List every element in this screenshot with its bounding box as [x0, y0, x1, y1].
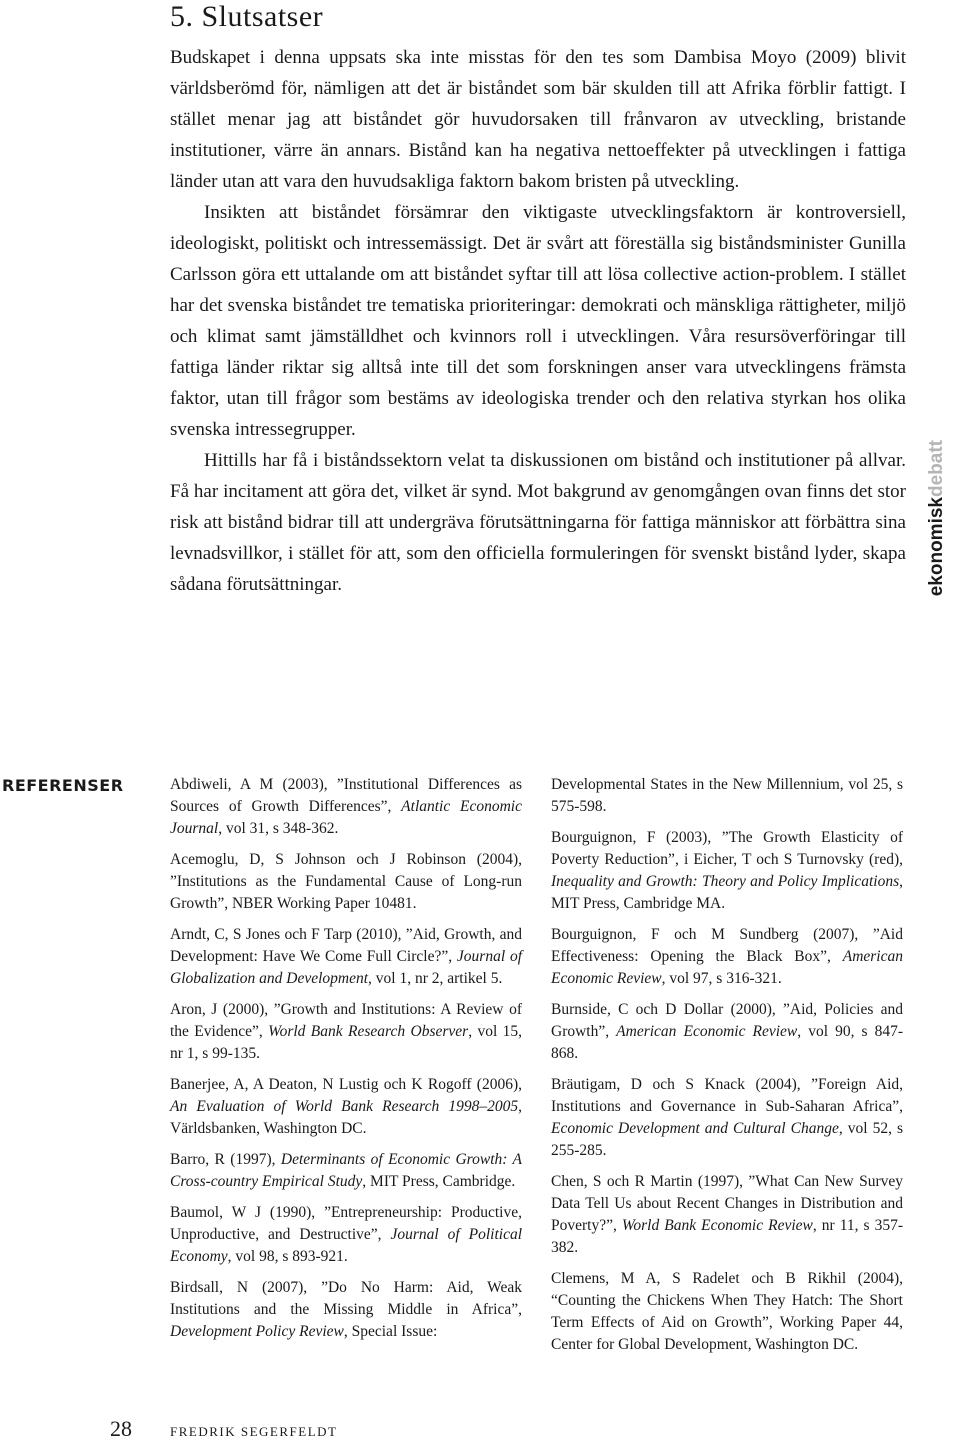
- reference-details: , MIT Press, Cambridge MA.: [551, 873, 903, 912]
- reference-details: , vol 98, s 893-921.: [227, 1248, 348, 1265]
- reference-details: , vol 90, s 847-868.: [551, 1023, 903, 1062]
- reference-text: Clemens, M A, S Radelet och B Rikhil (2004), “Counting the Chickens When They Hatch: The Short Term Effects of Aid on Growth”, Working Paper 44, Center for Global Development, Washington DC.: [551, 1270, 903, 1353]
- reference-entry: [170, 849, 522, 915]
- reference-entry: [551, 827, 903, 915]
- reference-text: Chen, S och R Martin (1997), ”What Can New Survey Data Tell Us about Recent Changes in Distribution and Poverty?”,: [551, 1173, 903, 1234]
- reference-entry: [551, 1074, 903, 1162]
- reference-text: Bräutigam, D och S Knack (2004), ”Foreign Aid, Institutions and Governance in Sub-Saharan Africa”,: [551, 1076, 903, 1115]
- references-left-column: [170, 774, 522, 1352]
- reference-details: , vol 52, s 255-285.: [551, 1120, 903, 1159]
- reference-details: , nr 11, s 357-382.: [551, 1217, 904, 1256]
- reference-entry: [551, 1171, 903, 1259]
- reference-title: Development Policy Review: [170, 1323, 344, 1340]
- reference-details: , MIT Press, Cambridge.: [362, 1173, 516, 1190]
- reference-details: , Världsbanken, Washington DC.: [170, 1098, 522, 1137]
- reference-details: , vol 1, nr 2, artikel 5.: [368, 970, 503, 987]
- reference-title: Journal of Political Economy: [170, 1226, 523, 1265]
- reference-entry: [170, 1074, 522, 1140]
- reference-entry: [551, 924, 903, 990]
- section-heading: 5. Slutsatser: [170, 0, 324, 33]
- reference-details: , vol 15, nr 1, s 99-135.: [170, 1023, 522, 1062]
- page-number: 28: [110, 1416, 132, 1441]
- reference-title: An Evaluation of World Bank Research 1998–2005: [170, 1098, 519, 1115]
- reference-text: Bourguignon, F och M Sundberg (2007), ”Aid Effectiveness: Opening the Black Box”,: [551, 926, 903, 965]
- reference-text: Developmental States in the New Millennium, vol 25, s 575-598.: [551, 776, 903, 815]
- reference-title: Determinants of Economic Growth: A Cross-country Empirical Study: [170, 1151, 522, 1190]
- reference-title: World Bank Research Observer: [268, 1023, 469, 1040]
- reference-entry: [170, 1149, 522, 1193]
- reference-details: , vol 97, s 316-321.: [661, 970, 782, 987]
- reference-text: Baumol, W J (1990), ”Entrepreneurship: Productive, Unproductive, and Destructive”,: [170, 1204, 522, 1243]
- journal-name-part2: debatt: [926, 440, 947, 497]
- reference-details: , Special Issue:: [343, 1323, 438, 1340]
- reference-text: Banerjee, A, A Deaton, N Lustig och K Rogoff (2006),: [170, 1076, 522, 1093]
- running-footer-author: FREDRIK SEGERFELDT: [170, 1424, 338, 1439]
- reference-text: Birdsall, N (2007), ”Do No Harm: Aid, Weak Institutions and the Missing Middle in Africa”,: [170, 1279, 522, 1318]
- reference-text: Acemoglu, D, S Johnson och J Robinson (2004), ”Institutions as the Fundamental Cause of Long-run Growth”, NBER Working Paper 10481.: [170, 851, 522, 912]
- reference-entry: [170, 774, 522, 840]
- reference-title: Atlantic Economic Journal: [170, 798, 522, 837]
- paragraph: Insikten att biståndet försämrar den viktigaste utvecklingsfaktorn är kontroversiell, ideologiskt, politiskt och intressemässigt. Det är svårt att föreställa sig biståndsminister Gunilla Carlsson göra ett uttalande om att biståndet syftar till att lösa collective action-problem. I stället har det svenska biståndet tre tematiska prioriteringar: demokrati och mänskliga rättigheter, miljö och klimat samt jämställdhet och kvinnors roll i utvecklingen. Våra resursöverföringar till fattiga länder riktar sig alltså inte till det som forskningen anser vara utvecklingens främsta faktor, utan till frågor som bestäms av ideologiska trender och den relativa styrkan hos olika svenska intressegrupper.: [170, 202, 906, 440]
- reference-text: Bourguignon, F (2003), ”The Growth Elasticity of Poverty Reduction”, i Eicher, T och S Turnovsky (red),: [551, 829, 903, 868]
- reference-entry: [551, 999, 903, 1065]
- references-right-column: [551, 774, 903, 1365]
- journal-name: [926, 440, 948, 596]
- journal-sidebar: [926, 440, 956, 597]
- references-heading: REFERENSER: [2, 776, 124, 795]
- reference-title: World Bank Economic Review: [621, 1217, 813, 1234]
- reference-title: American Economic Review: [616, 1023, 798, 1040]
- reference-title: Journal of Globalization and Development: [170, 948, 522, 987]
- reference-entry: [170, 1202, 522, 1268]
- paragraph: Hittills har få i biståndssektorn velat ta diskussionen om bistånd och institutioner på allvar. Få har incitament att göra det, vilket är synd. Mot bakgrund av genomgången ovan finns det stor risk att bistånd bidrar till att undergräva förutsättningarna för fattiga människor att förbättra sina levnadsvillkor, i stället för att, som den officiella formuleringen för svenskt bistånd lyder, skapa sådana förutsättningar.: [170, 450, 906, 595]
- reference-text: Barro, R (1997),: [170, 1151, 281, 1168]
- paragraph: Budskapet i denna uppsats ska inte misstas för den tes som Dambisa Moyo (2009) blivit världsberömd för, nämligen att det är biståndet som bär skulden till att Afrika förblir fattigt. I stället menar jag att biståndet gör huvudorsaken till frånvaron av utveckling, bristande institutioner, värre än annars. Bistånd kan ha negativa nettoeffekter på utvecklingen i fattiga länder utan att vara den huvudsakliga faktorn bakom bristen på utveckling.: [170, 47, 906, 192]
- reference-title: American Economic Review: [551, 948, 903, 987]
- reference-text: Burnside, C och D Dollar (2000), ”Aid, Policies and Growth”,: [551, 1001, 903, 1040]
- journal-name-part1: ekonomisk: [926, 497, 947, 597]
- reference-text: Aron, J (2000), ”Growth and Institutions: A Review of the Evidence”,: [170, 1001, 522, 1040]
- reference-text: Abdiweli, A M (2003), ”Institutional Differences as Sources of Growth Differences”,: [170, 776, 522, 815]
- reference-text: Arndt, C, S Jones och F Tarp (2010), ”Aid, Growth, and Development: Have We Come Full Circle?”,: [170, 926, 522, 965]
- reference-entry: [551, 1268, 903, 1356]
- reference-entry: [170, 999, 522, 1065]
- body-text: [170, 42, 906, 600]
- reference-entry: [551, 774, 903, 818]
- reference-title: Economic Development and Cultural Change: [551, 1120, 839, 1137]
- reference-title: Inequality and Growth: Theory and Policy Implications: [551, 873, 900, 890]
- reference-entry: [170, 924, 522, 990]
- reference-entry: [170, 1277, 522, 1343]
- reference-details: , vol 31, s 348-362.: [218, 820, 339, 837]
